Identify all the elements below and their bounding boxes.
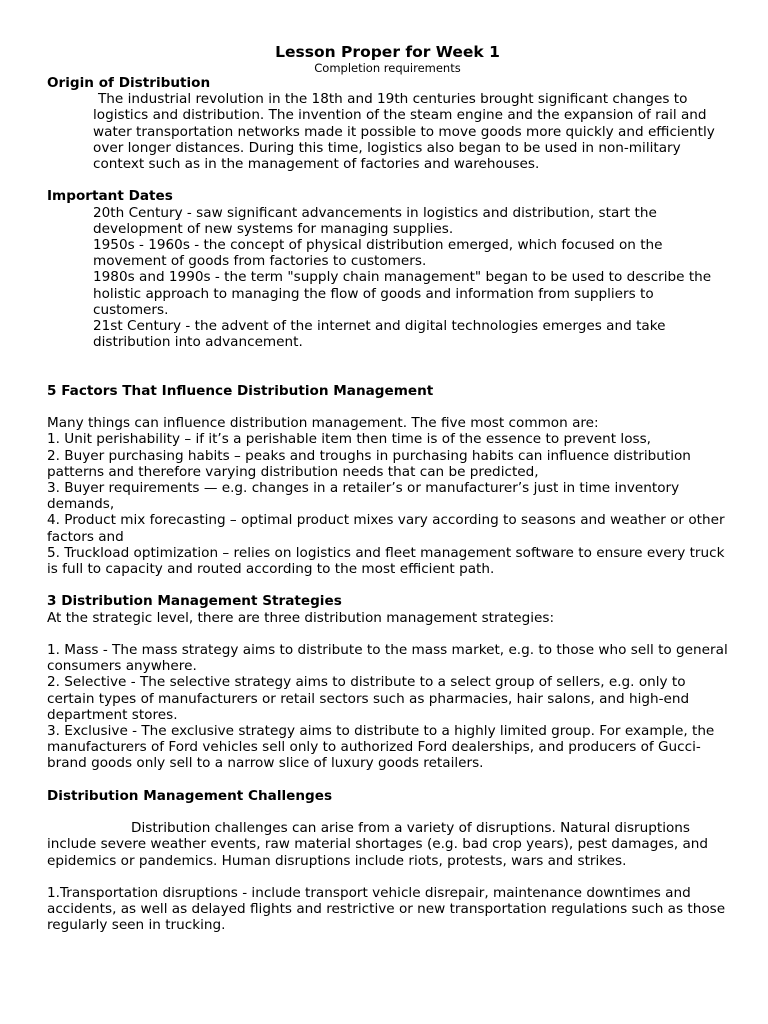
dates-item: 20th Century - saw significant advancements in logistics and distribution, start the development of new systems for managing supplies. [93,204,657,237]
dates-item: 1950s - 1960s - the concept of physical distribution emerged, which focused on the movement of goods from factories to customers. [93,237,663,270]
strategies-intro: At the strategic level, there are three distribution management strategies: [47,609,555,626]
factors-heading: 5 Factors That Influence Distribution Management [47,382,434,399]
completion-requirements-label: Completion requirements [314,61,461,75]
strategies-item: 2. Selective - The selective strategy aims to distribute to a select group of sellers, e.g. only to certain types of manufacturers or retail sectors such as pharmacies, hair salons, and high-end department stores. [47,674,690,723]
factors-item: 4. Product mix forecasting – optimal product mixes vary according to seasons and weather or other factors and [47,512,725,545]
strategies-item: 1. Mass - The mass strategy aims to distribute to the mass market, e.g. to those who sell to general consumers anywhere. [47,642,728,675]
challenges-intro: Distribution challenges can arise from a variety of disruptions. Natural disruptions include severe weather events, raw material shortages (e.g. bad crop years), pest damages, and epidemics or pandemics. Human disruptions include riots, protests, wars and strikes. [47,820,709,869]
dates-item: 1980s and 1990s - the term "supply chain management" began to be used to describe the holistic approach to managing the flow of goods and information from suppliers to customers. [93,269,712,318]
page-title: Lesson Proper for Week 1 [275,43,500,61]
dates-heading: Important Dates [47,188,173,205]
dates-item: 21st Century - the advent of the internet and digital technologies emerges and take distribution into advancement. [93,318,666,351]
origin-heading: Origin of Distribution [47,75,211,91]
challenges-heading: Distribution Management Challenges [47,787,333,804]
challenges-item: 1.Transportation disruptions - include transport vehicle disrepair, maintenance downtimes and accidents, as well as delayed flights and restrictive or new transportation regulations such as those regularly seen in trucking. [47,885,726,934]
strategies-heading: 3 Distribution Management Strategies [47,593,342,610]
factors-item: 3. Buyer requirements — e.g. changes in a retailer’s or manufacturer’s just in time inventory demands, [47,480,680,513]
dates-list [47,205,728,351]
factors-item: 5. Truckload optimization – relies on logistics and fleet management software to ensure every truck is full to capacity and routed according to the most efficient path. [47,544,725,578]
strategies-item: 3. Exclusive - The exclusive strategy aims to distribute to a highly limited group. For example, the manufacturers of Ford vehicles sell only to authorized Ford dealerships, and producers of Gucci-brand goods only sell to a narrow slice of luxury goods retailers. [47,723,715,772]
origin-paragraph: The industrial revolution in the 18th and 19th centuries brought significant changes to logistics and distribution. The invention of the steam engine and the expansion of rail and water transportation networks made it possible to move goods more quickly and efficiently over longer distances. During this time, logistics also began to be used in non-military context such as in the management of factories and warehouses. [93,91,715,173]
factors-item: 1. Unit perishability – if it’s a perishable item then time is of the essence to prevent loss, [47,431,651,448]
factors-intro: Many things can influence distribution management. The five most common are: [47,415,599,432]
factors-item: 2. Buyer purchasing habits – peaks and troughs in purchasing habits can influence distribution patterns and therefore varying distribution needs that can be predicted, [47,447,691,480]
